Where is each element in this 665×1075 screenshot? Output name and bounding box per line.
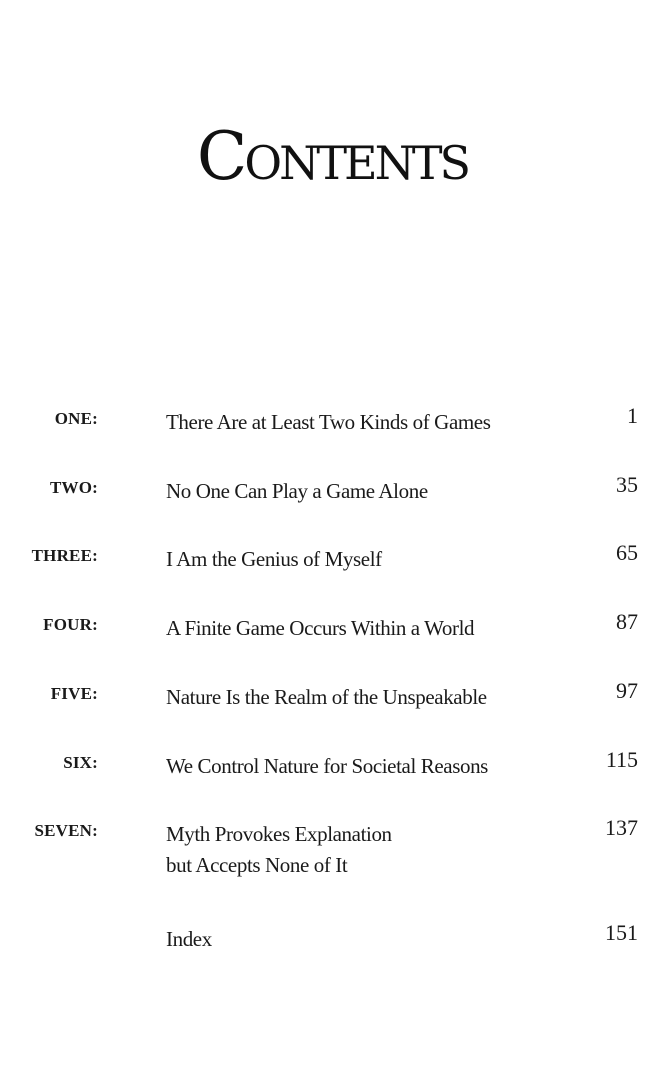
chapter-number: FOUR: bbox=[43, 615, 98, 634]
chapter-title: There Are at Least Two Kinds of Games bbox=[166, 410, 491, 434]
page-number: 35 bbox=[616, 472, 638, 497]
toc-entry-five bbox=[0, 678, 665, 742]
chapter-title bbox=[166, 819, 392, 881]
page-number: 151 bbox=[605, 920, 638, 945]
toc-entry-one bbox=[0, 403, 665, 467]
chapter-number: TWO: bbox=[49, 478, 98, 497]
chapter-title: Nature Is the Realm of the Unspeakable bbox=[166, 685, 487, 709]
chapter-title-line: but Accepts None of It bbox=[166, 853, 348, 877]
chapter-title: Index bbox=[166, 927, 212, 951]
toc-entry-six bbox=[0, 747, 665, 811]
chapter-title: We Control Nature for Societal Reasons bbox=[166, 754, 488, 778]
toc-entry-seven bbox=[0, 815, 665, 879]
chapter-title-line: Myth Provokes Explanation bbox=[166, 822, 392, 846]
page-number: 115 bbox=[605, 747, 638, 772]
chapter-number: THREE: bbox=[31, 546, 98, 565]
toc-entry-index bbox=[0, 920, 665, 984]
chapter-number: FIVE: bbox=[50, 684, 98, 703]
chapter-number: ONE: bbox=[54, 409, 98, 428]
page-title: Contents bbox=[196, 118, 469, 195]
chapter-title: A Finite Game Occurs Within a World bbox=[166, 616, 475, 640]
toc-entry-three bbox=[0, 540, 665, 604]
page-number: 97 bbox=[616, 678, 638, 703]
chapter-title: No One Can Play a Game Alone bbox=[166, 479, 428, 503]
chapter-number: SEVEN: bbox=[34, 821, 98, 840]
page-number: 1 bbox=[627, 403, 638, 428]
chapter-number: SIX: bbox=[63, 753, 98, 772]
toc-entry-four bbox=[0, 609, 665, 673]
toc-entry-two bbox=[0, 472, 665, 536]
chapter-title: I Am the Genius of Myself bbox=[166, 547, 382, 571]
page-number: 87 bbox=[616, 609, 638, 634]
page-number: 137 bbox=[605, 815, 638, 840]
page-number: 65 bbox=[616, 540, 638, 565]
